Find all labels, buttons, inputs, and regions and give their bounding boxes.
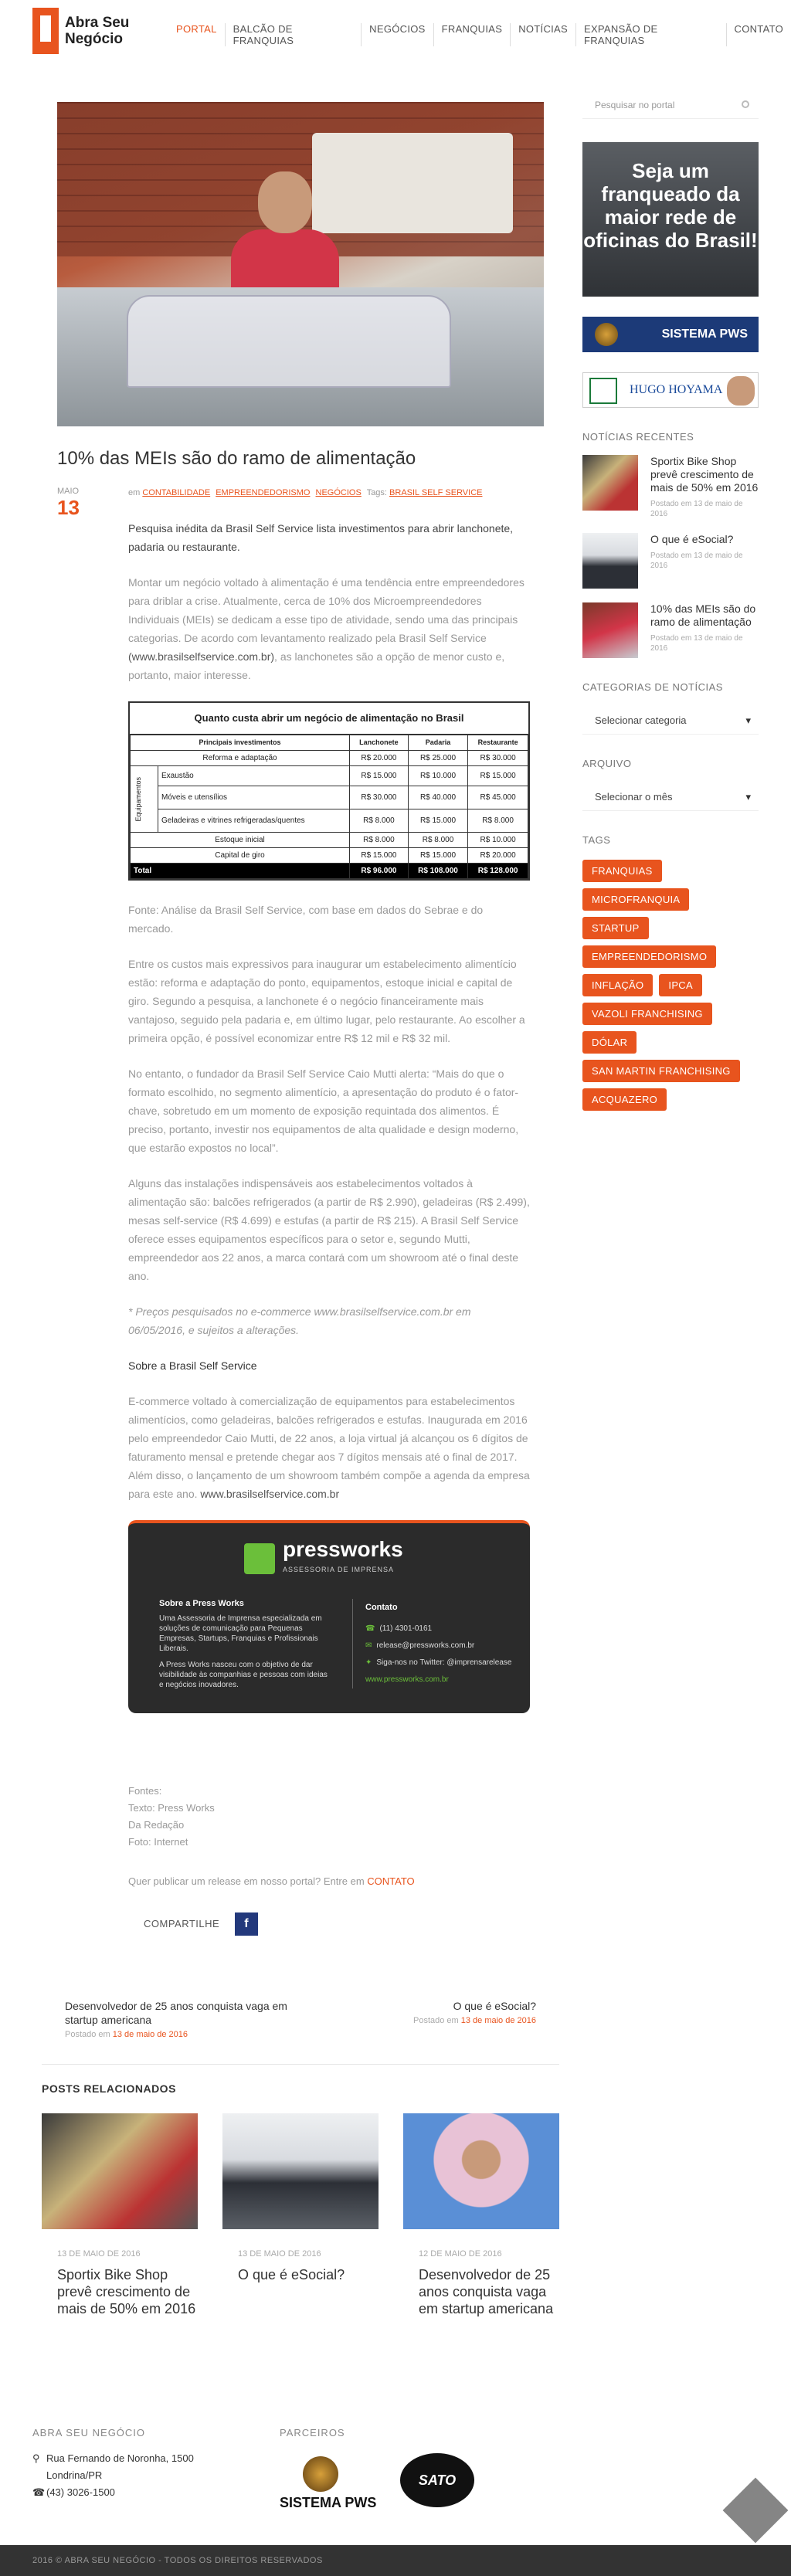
tag-san-martin[interactable]: SAN MARTIN FRANCHISING [582,1060,740,1082]
divider [42,2064,559,2065]
tags-heading: TAGS [582,834,611,846]
recent-thumbnail [582,455,638,511]
post-day: 13 [57,496,80,519]
tag-dolar[interactable]: DÓLAR [582,1031,637,1054]
share-label: COMPARTILHE [144,1918,220,1929]
archive-heading: ARQUIVO [582,758,632,769]
twitter-icon: ✦ [365,1658,372,1667]
pressworks-icon [244,1543,275,1574]
nav-portal[interactable]: PORTAL [168,23,226,46]
recent-thumbnail [582,602,638,658]
related-heading: POSTS RELACIONADOS [42,2082,176,2095]
cost-table [128,701,530,881]
recent-posts [582,455,759,658]
archive-select[interactable]: Selecionar o mês ▾ [582,783,759,811]
category-select[interactable]: Selecionar categoria ▾ [582,707,759,735]
tag-cloud [582,860,759,1111]
related-posts [42,2113,559,2317]
tag-vazoli[interactable]: VAZOLI FRANCHISING [582,1003,712,1025]
nav-contato[interactable]: CONTATO [734,23,783,35]
post-date [57,487,128,519]
hero-image [57,102,544,426]
table-group-label: Equipamentos [134,776,142,822]
hugo-hoyama-logo-icon [589,378,617,404]
tag-startup[interactable]: STARTUP [582,917,649,939]
paragraph: Alguns das instalações indispensáveis aos estabelecimentos voltados à alimentação são: balcões refrigerados (a partir de R$ 2.990), geladeiras (R$ 2.499), mesas self-service (R$ 4.699) e estufas (a partir de R$ 215). A Brasil Self Service oferece esses equipamentos específicos para o setor e, segundo Mutti, empreendedor aos 22 anos, a marca contará com um showroom até o final deste ano. [128,1177,530,1282]
post-content [128,519,530,1936]
footer-partners-heading: PARCEIROS [280,2427,345,2439]
copyright-bar: 2016 © ABRA SEU NEGÓCIO - TODOS OS DIREITOS RESERVADOS [0,2545,791,2576]
about-heading: Sobre a Brasil Self Service [128,1359,257,1372]
table-row: Estoque inicial R$ 8.000 R$ 8.000 R$ 10.000 [131,833,528,848]
table-header: Padaria [408,735,467,751]
category-link[interactable]: EMPREENDEDORISMO [216,488,311,497]
share-bar [128,1912,530,1936]
table-total-row: Total R$ 96.000 R$ 108.000 R$ 128.000 [131,864,528,879]
table-row: Reforma e adaptação R$ 20.000 R$ 25.000 R$ 30.000 [131,751,528,766]
paragraph: Entre os custos mais expressivos para inaugurar um estabelecimento alimentício estão: reforma e adaptação do ponto, equipamentos, estoque inicial e capital de giro. Segundo a pesquisa, a lanchonete é o negócio financeiramente mais vantajoso, seguido pela padaria e, em último lugar, pelo restaurante. Ao escolher a primeira opção, é possível economizar entre R$ 12 mil e R$ 32 mil. [128,958,525,1044]
related-thumbnail [222,2113,379,2229]
table-row: Geladeiras e vitrines refrigeradas/quentes R$ 8.000 R$ 15.000 R$ 8.000 [131,809,528,833]
nav-noticias[interactable]: NOTÍCIAS [511,23,576,46]
publish-cta: Quer publicar um release em nosso portal? Entre em CONTATO [128,1875,415,1887]
paragraph: E-commerce voltado à comercialização de equipamentos para estabelecimentos alimentícios, como geladeiras, balcões refrigerados e estufas. Inaugurada em 2016 pelo empreendedor Caio Mutti, de 22 anos, a loja virtual já alcançou os 6 dígitos de faturamento mensal e pretende chegar aos 7 dígitos mensais até o final de 2017. Além disso, o lançamento de um showroom também compõe a agenda da empresa para este ano. www.brasilselfservice.com.br [128,1395,530,1500]
paragraph: No entanto, o fundador da Brasil Self Service Caio Mutti alerta: “Mais do que o formato escolhido, no segmento alimentício, a apresentação do produto é o fator-chave, sobretudo em um momento de exposição requintada dos alimentos. É preciso, portanto, investir nos equipamentos de alta qualidade e design moderno, que estarão expostos no local”. [128,1067,519,1154]
pressworks-contact: Contato ☎ (11) 4301-0161 ✉ release@pressworks.com.br ✦ Siga-nos no Twitter: @imprensarelease www.pressworks.com.br [352,1599,522,1688]
tag-empreendedorismo[interactable]: EMPREENDEDORISMO [582,945,716,968]
nav-balcao[interactable]: BALCÃO DE FRANQUIAS [226,23,362,46]
post-categories: em CONTABILIDADE EMPREENDEDORISMO NEGÓCIOS Tags: BRASIL SELF SERVICE [128,488,483,497]
tag-franquias[interactable]: FRANQUIAS [582,860,662,882]
price-note: * Preços pesquisados no e-commerce www.brasilselfservice.com.br em 06/05/2016, e sujeitos a alterações. [128,1305,471,1336]
pressworks-banner [128,1520,530,1713]
category-link[interactable]: NEGÓCIOS [315,488,362,497]
ad-hugo-hoyama[interactable]: HUGO HOYAMA [582,372,759,408]
phone-icon: ☎ [32,2486,46,2498]
related-post[interactable]: 13 DE MAIO DE 2016 Sportix Bike Shop prevê crescimento de mais de 50% em 2016 [42,2113,198,2317]
related-post[interactable]: 13 DE MAIO DE 2016 O que é eSocial? [222,2113,379,2317]
logo-icon [32,8,59,54]
nav-negocios[interactable]: NEGÓCIOS [362,23,433,46]
post-navigation [42,1999,559,2061]
table-header: Restaurante [468,735,528,751]
related-thumbnail [42,2113,198,2229]
post-lead: Pesquisa inédita da Brasil Self Service lista investimentos para abrir lanchonete, padaria ou restaurante. [128,522,514,553]
pressworks-logo: pressworks ASSESSORIA DE IMPRENSA [244,1539,403,1579]
search-icon[interactable] [742,100,749,108]
recent-post[interactable]: 10% das MEIs são do ramo de alimentação Postado em 13 de maio de 2016 [582,602,759,658]
table-title: Quanto custa abrir um negócio de alimentação no Brasil [130,703,528,735]
tag-microfranquia[interactable]: MICROFRANQUIA [582,888,689,911]
table-header: Lanchonete [350,735,409,751]
table-row: Capital de giro R$ 15.000 R$ 15.000 R$ 20.000 [131,848,528,864]
location-icon: ⚲ [32,2452,40,2464]
related-thumbnail [403,2113,559,2229]
table-row: Móveis e utensílios R$ 30.000 R$ 40.000 R$ 45.000 [131,786,528,809]
logo-line2: Negócio [65,31,123,47]
logo-line1: Abra Seu [65,15,130,31]
recent-post[interactable]: O que é eSocial? Postado em 13 de maio de 2016 [582,533,759,589]
phone-icon: ☎ [365,1624,375,1633]
inline-link[interactable]: (www.brasilselfservice.com.br) [128,650,275,663]
post-title: 10% das MEIs são do ramo de alimentação [57,448,416,469]
partner-sato[interactable]: SATO [400,2453,474,2507]
recent-thumbnail [582,533,638,589]
footer-about-heading: ABRA SEU NEGÓCIO [32,2427,146,2439]
search-input[interactable]: Pesquisar no portal [582,91,759,119]
nav-franquias[interactable]: FRANQUIAS [434,23,511,46]
tag-inflacao[interactable]: INFLAÇÃO [582,974,653,996]
categories-heading: CATEGORIAS DE NOTÍCIAS [582,681,723,693]
category-link[interactable]: CONTABILIDADE [142,488,211,497]
site-header [0,0,791,62]
sidebar [582,91,759,1111]
pressworks-about: Sobre a Press Works Uma Assessoria de Imprensa especializada em soluções de comunicação para Pequenas Empresas, Startups, Franquias e Profissionais Liberais. A Press Works nasceu com o objetivo de dar visibilidade às companhias e pessoas com ideias e negócios inovadores. [159,1599,328,1689]
article [57,102,544,1936]
ad-oficinas[interactable]: Seja um franqueado da maior rede de oficinas do Brasil! [582,142,759,297]
contact-link[interactable]: CONTATO [367,1875,415,1887]
footer-address: ⚲ Rua Fernando de Noronha, 1500 Londrina/PR ☎ (43) 3026-1500 [32,2450,194,2501]
ad-sistema-pws[interactable]: SISTEMA PWS [582,317,759,352]
partner-sistema-pws[interactable]: SISTEMA PWS [280,2456,380,2518]
mail-icon: ✉ [365,1641,372,1650]
facebook-share-icon[interactable]: f [235,1912,258,1936]
tag-acquazero[interactable]: ACQUAZERO [582,1088,667,1111]
hugo-hoyama-photo [727,376,755,406]
post-meta [57,487,544,519]
recent-heading: NOTÍCIAS RECENTES [582,431,694,443]
nav-expansao[interactable]: EXPANSÃO DE FRANQUIAS [576,23,727,46]
table-source: Fonte: Análise da Brasil Self Service, com base em dados do Sebrae e do mercado. [128,904,484,935]
site-logo[interactable] [32,8,129,54]
main-nav [168,23,791,46]
related-post[interactable]: 12 DE MAIO DE 2016 Desenvolvedor de 25 anos conquista vaga em startup americana [403,2113,559,2317]
post-credits: Fontes: Texto: Press Works Da Redação Foto: Internet [128,1785,215,1848]
tag-link[interactable]: BRASIL SELF SERVICE [389,488,483,497]
table-header: Principais investimentos [131,735,350,751]
tag-ipca[interactable]: IPCA [659,974,702,996]
post-month: MAIO [57,487,80,496]
pws-logo-icon [303,2456,338,2492]
paragraph: Montar um negócio voltado à alimentação é uma tendência entre empreendedores para driblar a crise. Atualmente, cerca de 10% dos Microempreendedores Individuais (MEIs) se dedicam a esse tipo de atividade, sendo uma das principais categorias. De acordo com levantamento realizado pela Brasil Self Service (www.brasilselfservice.com.br), as lanchonetes são a opção de menor custo e, portanto, maior interesse. [128,576,525,681]
recent-post[interactable]: Sportix Bike Shop prevê crescimento de mais de 50% em 2016 Postado em 13 de maio de 2016 [582,455,759,519]
table-row: Equipamentos Exaustão R$ 15.000 R$ 10.000 R$ 15.000 [131,766,528,786]
next-post-link[interactable]: O que é eSocial? Postado em 13 de maio de 2016 [412,2000,536,2025]
inline-link[interactable]: www.brasilselfservice.com.br [200,1488,340,1500]
footer [0,2410,791,2558]
prev-post-link[interactable]: Desenvolvedor de 25 anos conquista vaga em startup americana Postado em 13 de maio de 2016 [65,2000,287,2039]
